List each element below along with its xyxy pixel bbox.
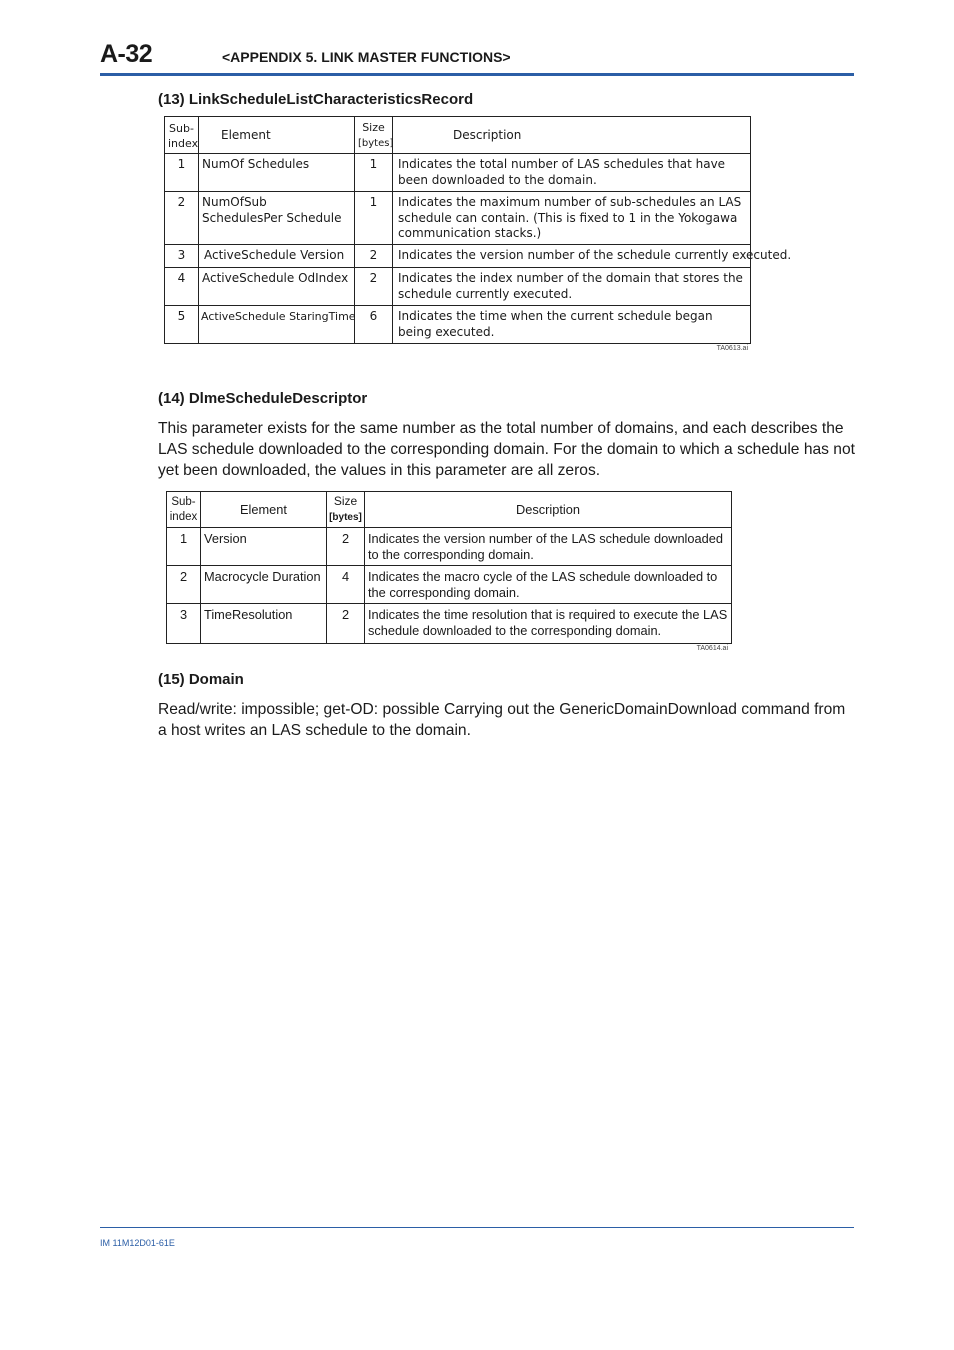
description-header: Description	[515, 502, 580, 518]
subindex-cell: 3	[165, 245, 199, 268]
table-row	[167, 528, 732, 566]
table-row	[165, 245, 751, 268]
description-cell: Indicates the time resolution that is required to execute the LAS schedule downloaded to the corresponding domain.	[365, 604, 732, 644]
subindex-cell: 1	[167, 528, 201, 566]
description-cell: Indicates the version number of the LAS schedule downloaded to the corresponding domain.	[365, 528, 732, 566]
size-cell: 1	[355, 192, 393, 245]
figure-id-ta0613: TA0613.ai	[716, 345, 748, 352]
size-unit-header: [bytes]	[358, 138, 394, 149]
figure-id-ta0614: TA0614.ai	[696, 645, 728, 652]
description-cell: Indicates the macro cycle of the LAS schedule downloaded to the corresponding domain.	[365, 566, 732, 604]
size-cell: 1	[355, 154, 393, 192]
column-header-size	[355, 117, 393, 154]
table-header-row	[167, 492, 732, 528]
table-row	[167, 566, 732, 604]
size-cell: 2	[327, 528, 365, 566]
description-cell: Indicates the time when the current schedule began being executed.	[393, 306, 751, 344]
dlme-schedule-table	[166, 491, 732, 644]
description-header: Description	[453, 127, 522, 142]
element-cell: ActiveSchedule OdIndex	[199, 268, 355, 306]
section-14-paragraph: This parameter exists for the same number as the total number of domains, and each describes the LAS schedule downloaded to the corresponding domain. For the domain to which a schedule has not yet been downloaded, the values in this parameter are all zeros.	[158, 420, 855, 479]
element-cell: Macrocycle Duration	[201, 566, 327, 604]
size-cell: 2	[355, 245, 393, 268]
column-header-description	[393, 117, 751, 154]
column-header-description	[365, 492, 732, 528]
description-cell: Indicates the version number of the schedule currently executed.	[393, 245, 751, 268]
size-cell: 4	[327, 566, 365, 604]
section-15-paragraph: Read/write: impossible; get-OD: possible Carrying out the GenericDomainDownload command from a host writes an LAS schedule to the domain.	[158, 701, 846, 739]
element-cell: TimeResolution	[201, 604, 327, 644]
subindex-cell: 5	[165, 306, 199, 344]
table-row	[165, 154, 751, 192]
size-unit-header: [bytes]	[329, 512, 362, 523]
page-number: A-32	[100, 40, 153, 68]
element-header: Element	[221, 127, 271, 142]
subindex-header-line2: index	[168, 136, 199, 150]
column-header-element	[199, 117, 355, 154]
description-cell: Indicates the index number of the domain that stores the schedule currently executed.	[393, 268, 751, 306]
element-header: Element	[240, 502, 287, 518]
link-schedule-table	[164, 116, 792, 344]
element-cell: NumOfSub SchedulesPer Schedule	[199, 192, 355, 245]
size-cell: 2	[355, 268, 393, 306]
section-13-heading: (13) LinkScheduleListCharacteristicsRecord	[158, 91, 474, 108]
element-cell: NumOf Schedules	[199, 154, 355, 192]
table-row	[165, 268, 751, 306]
table-header-row	[165, 117, 751, 154]
subindex-cell: 2	[167, 566, 201, 604]
column-header-subindex	[165, 117, 199, 154]
column-header-subindex	[167, 492, 201, 528]
column-header-element	[201, 492, 327, 528]
table-row	[165, 192, 751, 245]
subindex-header-line1: Sub-	[171, 495, 196, 508]
description-cell: Indicates the total number of LAS schedules that have been downloaded to the domain.	[393, 154, 751, 192]
footer-rule	[100, 1227, 854, 1228]
size-header: Size	[362, 121, 385, 134]
subindex-cell: 4	[165, 268, 199, 306]
table-row	[165, 306, 751, 344]
subindex-header-line1: Sub-	[169, 121, 194, 135]
description-cell: Indicates the maximum number of sub-schedules an LAS schedule can contain. (This is fixed to 1 in the Yokogawa communication stacks.)	[393, 192, 751, 245]
column-header-size	[327, 492, 365, 528]
element-cell: Version	[201, 528, 327, 566]
subindex-cell: 1	[165, 154, 199, 192]
subindex-cell: 2	[165, 192, 199, 245]
size-header: Size	[333, 494, 358, 508]
element-cell: ActiveSchedule Version	[199, 245, 355, 268]
section-15-heading: (15) Domain	[158, 671, 244, 688]
element-cell: ActiveSchedule StaringTime	[199, 306, 355, 344]
subindex-cell: 3	[167, 604, 201, 644]
size-cell: 6	[355, 306, 393, 344]
section-14-heading: (14) DlmeScheduleDescriptor	[158, 390, 368, 407]
size-cell: 2	[327, 604, 365, 644]
footer-doc-id: IM 11M12D01-61E	[100, 1238, 175, 1248]
header-rule	[100, 73, 854, 76]
subindex-header-line2: index	[169, 510, 198, 523]
table-row	[167, 604, 732, 644]
header-title: <APPENDIX 5. LINK MASTER FUNCTIONS>	[222, 49, 511, 65]
